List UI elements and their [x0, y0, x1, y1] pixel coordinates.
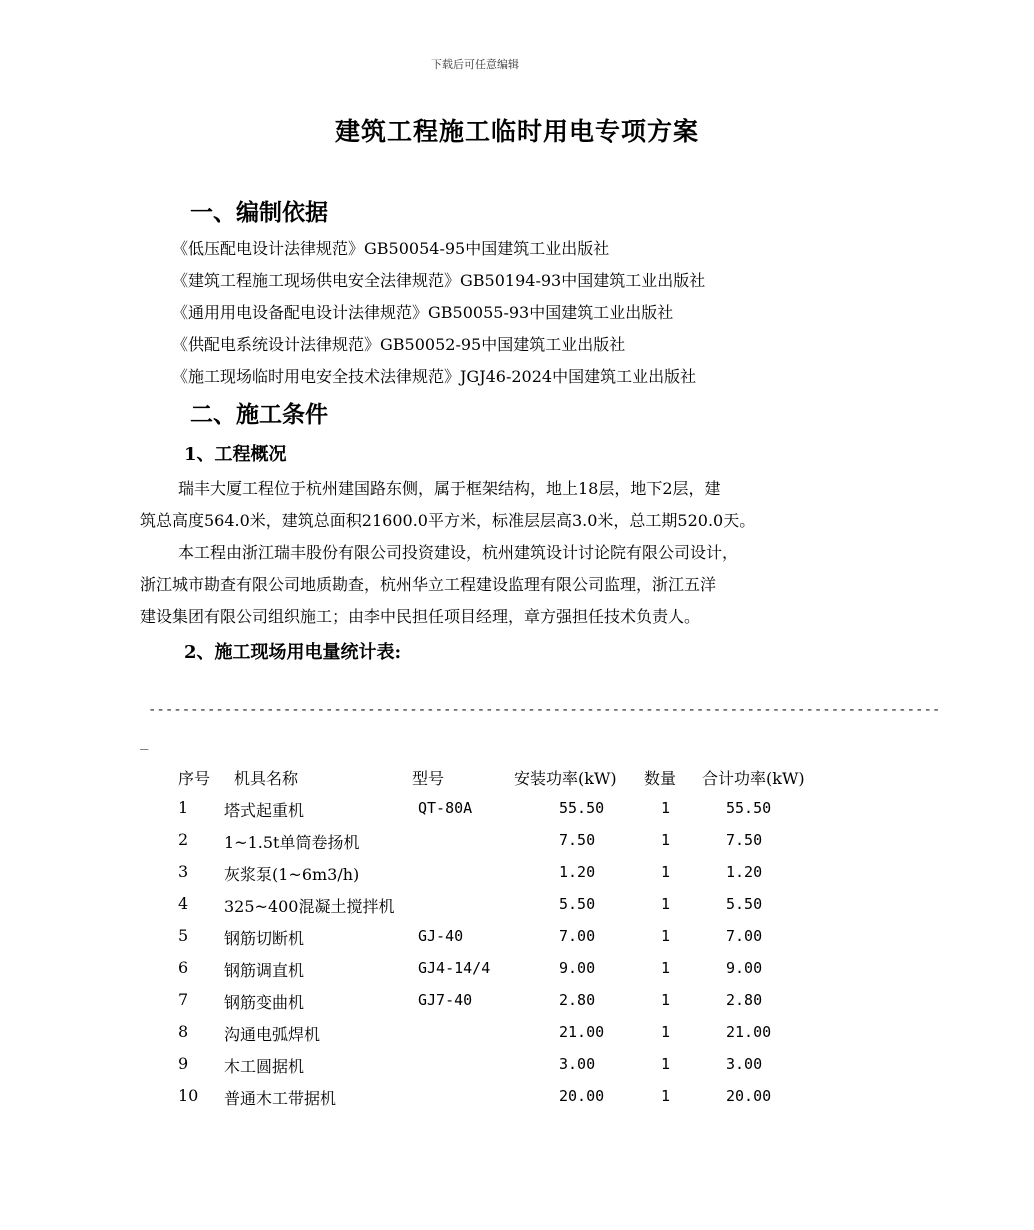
row-index: 7 [178, 990, 189, 1009]
installed-power: 7.50 [559, 831, 596, 849]
subsection-heading: 2、施工现场用电量统计表: [184, 642, 402, 663]
quantity: 1 [661, 799, 671, 817]
row-index: 1 [178, 798, 189, 817]
installed-power: 55.50 [559, 799, 605, 817]
total-power: 55.50 [726, 799, 772, 817]
row-index: 5 [178, 926, 189, 945]
quantity: 1 [661, 895, 671, 913]
reference-item: 《通用用电设备配电设计法律规范》GB50055-93中国建筑工业出版社 [172, 303, 674, 322]
quantity: 1 [661, 959, 671, 977]
total-power: 1.20 [726, 863, 763, 881]
total-power: 9.00 [726, 959, 763, 977]
installed-power: 5.50 [559, 895, 596, 913]
dash-separator: ---------------------------------------------------------------------------------------------- [148, 702, 941, 718]
quantity: 1 [661, 1023, 671, 1041]
total-power: 5.50 [726, 895, 763, 913]
reference-item: 《低压配电设计法律规范》GB50054-95中国建筑工业出版社 [172, 239, 610, 258]
header-cell: 序号 [178, 769, 211, 788]
installed-power: 9.00 [559, 959, 596, 977]
model: GJ-40 [418, 927, 464, 945]
installed-power: 2.80 [559, 991, 596, 1009]
model: QT-80A [418, 799, 473, 817]
installed-power: 1.20 [559, 863, 596, 881]
machine-name: 木工圆据机 [224, 1057, 305, 1076]
section1-heading: 一、编制依据 [190, 199, 328, 226]
quantity: 1 [661, 1087, 671, 1105]
quantity: 1 [661, 1055, 671, 1073]
total-power: 2.80 [726, 991, 763, 1009]
reference-item: 《建筑工程施工现场供电安全法律规范》GB50194-93中国建筑工业出版社 [172, 271, 706, 290]
quantity: 1 [661, 863, 671, 881]
document-title: 建筑工程施工临时用电专项方案 [334, 117, 699, 146]
quantity: 1 [661, 991, 671, 1009]
header-cell: 合计功率(kW) [702, 769, 805, 788]
paragraph-line: 建设集团有限公司组织施工；由李中民担任项目经理，章方强担任技术负责人。 [140, 607, 701, 626]
quantity: 1 [661, 927, 671, 945]
reference-item: 《施工现场临时用电安全技术法律规范》JGJ46-2024中国建筑工业出版社 [172, 367, 697, 386]
section2-heading: 二、施工条件 [190, 401, 328, 428]
machine-name: 钢筋切断机 [224, 929, 305, 948]
machine-name: 灰浆泵(1~6m3/h) [224, 865, 360, 884]
header-cell: 安装功率(kW) [514, 769, 617, 788]
installed-power: 3.00 [559, 1055, 596, 1073]
total-power: 3.00 [726, 1055, 763, 1073]
model: GJ7-40 [418, 991, 473, 1009]
row-index: 4 [178, 894, 189, 913]
machine-name: 325~400混凝土搅拌机 [224, 897, 395, 916]
quantity: 1 [661, 831, 671, 849]
model: GJ4-14/4 [418, 959, 491, 977]
machine-name: 沟通电弧焊机 [224, 1025, 321, 1044]
installed-power: 21.00 [559, 1023, 605, 1041]
row-index: 6 [178, 958, 189, 977]
reference-item: 《供配电系统设计法律规范》GB50052-95中国建筑工业出版社 [172, 335, 626, 354]
row-index: 3 [178, 862, 189, 881]
machine-name: 钢筋调直机 [224, 961, 305, 980]
paragraph-line: 本工程由浙江瑞丰股份有限公司投资建设，杭州建筑设计讨论院有限公司设计， [178, 543, 739, 562]
machine-name: 普通木工带据机 [224, 1089, 337, 1108]
header-cell: 型号 [412, 769, 445, 788]
header-note: 下载后可任意编辑 [431, 58, 519, 71]
machine-name: 塔式起重机 [224, 801, 305, 820]
dash-separator-tail: _ [140, 734, 149, 750]
installed-power: 20.00 [559, 1087, 605, 1105]
paragraph-line: 筑总高度564.0米，建筑总面积21600.0平方米，标准层层高3.0米，总工期520.0天。 [140, 511, 756, 530]
machine-name: 钢筋变曲机 [224, 993, 305, 1012]
total-power: 21.00 [726, 1023, 772, 1041]
machine-name: 1~1.5t单筒卷扬机 [224, 833, 360, 852]
subsection-heading: 1、工程概况 [184, 444, 287, 465]
total-power: 7.50 [726, 831, 763, 849]
row-index: 2 [178, 830, 189, 849]
header-cell: 数量 [644, 769, 677, 788]
paragraph-line: 瑞丰大厦工程位于杭州建国路东侧，属于框架结构，地上18层，地下2层，建 [178, 479, 721, 498]
total-power: 7.00 [726, 927, 763, 945]
header-cell: 机具名称 [234, 769, 299, 788]
row-index: 8 [178, 1022, 189, 1041]
total-power: 20.00 [726, 1087, 772, 1105]
installed-power: 7.00 [559, 927, 596, 945]
paragraph-line: 浙江城市勘查有限公司地质勘查，杭州华立工程建设监理有限公司监理，浙江五洋 [140, 575, 717, 594]
row-index: 9 [178, 1054, 189, 1073]
row-index: 10 [178, 1086, 199, 1105]
